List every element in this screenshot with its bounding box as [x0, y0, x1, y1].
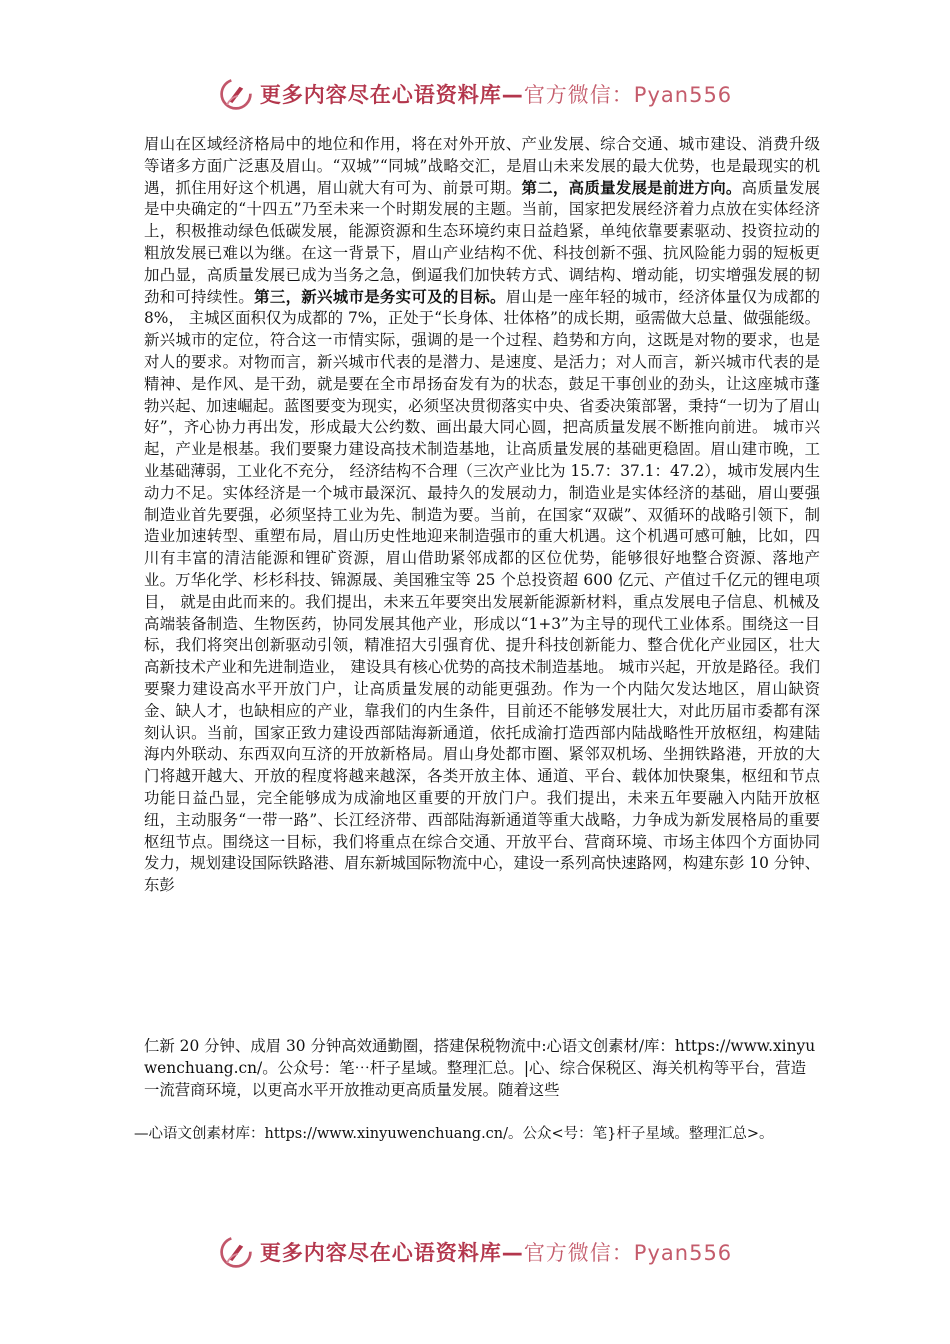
header-banner-text: 更多内容尽在心语资料库—官方微信：Pyan556: [259, 83, 733, 107]
heading-second: 第二，高质量发展是前进方向。: [521, 178, 742, 197]
paragraph-2: 高质量发展是中央确定的“十四五”乃至未来一个时期发展的主题。当前，国家把发展经济着力点放在实体经济上，积极推动绿色低碳发展，能源资源和生态环境约束日益趋紧，单纯依靠要素驱动、投资拉动的粗放发展已难以为继。在这一背景下，眉山产业结构不优、科技创新不强、抗风险能力弱的短板更加凸显，高质量发展已成为当务之急，倒逼我们加快转方式、调结构、增动能，切实增强发展的韧劲和可持续性。: [144, 178, 820, 306]
footer-contact: 官方微信：Pyan556: [523, 1241, 733, 1265]
footer-banner: [0, 1232, 950, 1272]
article-tail: 仁新 20 分钟、成眉 30 分钟高效通勤圈，搭建保税物流中:心语文创素材/库：https://www.xinyuwenchuang.cn/。公众号：笔⋯杆子星域。整理汇总。|心、综合保税区、海关机构等平台，营造一流营商环境，以更高水平开放推动更高质量发展。随着这些: [144, 1037, 816, 1099]
header-contact: 官方微信：Pyan556: [523, 83, 733, 107]
heading-third: 第三，新兴城市是务实可及的目标。: [254, 287, 506, 306]
article-body: [144, 134, 820, 897]
paragraph-3: 眉山是一座年轻的城市，经济体量仅为成都的 8%， 主城区面积仅为成都的 7%，正处于“长身体、壮体格”的成长期，亟需做大总量、做强能级。新兴城市的定位，符合这一市情实际，强调的是一个过程、趋势和方向，这既是对物的要求，也是对人的要求。对物而言，新兴城市代表的是潜力、是速度、是活力；对人而言，新兴城市代表的是精神、是作风、是干劲，就是要在全市昂扬奋发有为的状态，鼓足干事创业的劲头，让这座城市蓬勃兴起、加速崛起。蓝图要变为现实，必须坚决贯彻落实中央、省委决策部署，秉持“一切为了眉山好”，齐心协力再出发，形成最大公约数、画出最大同心圆，把高质量发展不断推向前进。 城市兴起，产业是根基。我们要聚力建设高技术制造基地，让高质量发展的基础更稳固。眉山建市晚，工业基础薄弱，工业化不充分， 经济结构不合理（三次产业比为 15.7：37.1：47.2），城市发展内生动力不足。实体经济是一个城市最深沉、最持久的发展动力，制造业是实体经济的基础，眉山要强制造业首先要强，必须坚持工业为先、制造为要。当前，在国家“双碳”、双循环的战略引领下，制造业加速转型、重塑布局，眉山历史性地迎来制造强市的重大机遇。这个机遇可感可触，比如，四川有丰富的清洁能源和锂矿资源，眉山借助紧邻成都的区位优势，能够很好地整合资源、落地产业。万华化学、杉杉科技、锦源晟、美国雅宝等 25 个总投资超 600 亿元、产值过千亿元的锂电项目， 就是由此而来的。我们提出，未来五年要突出发展新能源新材料，重点发展电子信息、机械及高端装备制造、生物医药，协同发展其他产业，形成以“1+3”为主导的现代工业体系。围绕这一目标，我们将突出创新驱动引领，精准招大引强育优、提升科技创新能力、整合优化产业园区，壮大高新技术产业和先进制造业， 建设具有核心优势的高技术制造基地。 城市兴起，开放是路径。我们要聚力建设高水平开放门户，让高质量发展的动能更强劲。作为一个内陆欠发达地区，眉山缺资金、缺人才，也缺相应的产业，靠我们的内生条件，目前还不能够发展壮大，对此历届市委都有深刻认识。当前，国家正致力建设西部陆海新通道，依托成渝打造西部内陆战略性开放枢纽，构建陆海内外联动、东西双向互济的开放新格局。眉山身处都市圈、紧邻双机场、坐拥铁路港，开放的大门将越开越大、开放的程度将越来越深，各类开放主体、通道、平台、载体加快聚集，枢纽和节点功能日益凸显，完全能够成为成渝地区重要的开放门户。我们提出，未来五年要融入内陆开放枢纽，主动服务“一带一路”、长江经济带、西部陆海新通道等重大战略，力争成为新发展格局的重要枢纽节点。围绕这一目标，我们将重点在综合交通、开放平台、营商环境、市场主体四个方面协同发力，规划建设国际铁路港、眉东新城国际物流中心，建设一系列高快速路网，构建东彭 10 分钟、东彭: [144, 287, 820, 895]
paragraph-1: 眉山在区域经济格局中的地位和作用，将在对外开放、产业发展、综合交通、城市建设、消费升级等诸多方面广泛惠及眉山。“双城”“同城”战略交汇，是眉山未来发展的最大优势，也是最现实的机遇，抓住用好这个机遇，眉山就大有可为、前景可期。: [144, 135, 820, 197]
footer-banner-text: 更多内容尽在心语资料库—官方微信：Pyan556: [259, 1241, 733, 1265]
pen-swirl-logo-icon: [218, 76, 254, 112]
header-banner: [0, 74, 950, 114]
source-note: —心语文创素材库：https://www.xinyuwenchuang.cn/。公众<号：笔}杆子星域。整理汇总>。: [134, 1126, 774, 1142]
pen-swirl-logo-icon: [218, 1234, 254, 1270]
